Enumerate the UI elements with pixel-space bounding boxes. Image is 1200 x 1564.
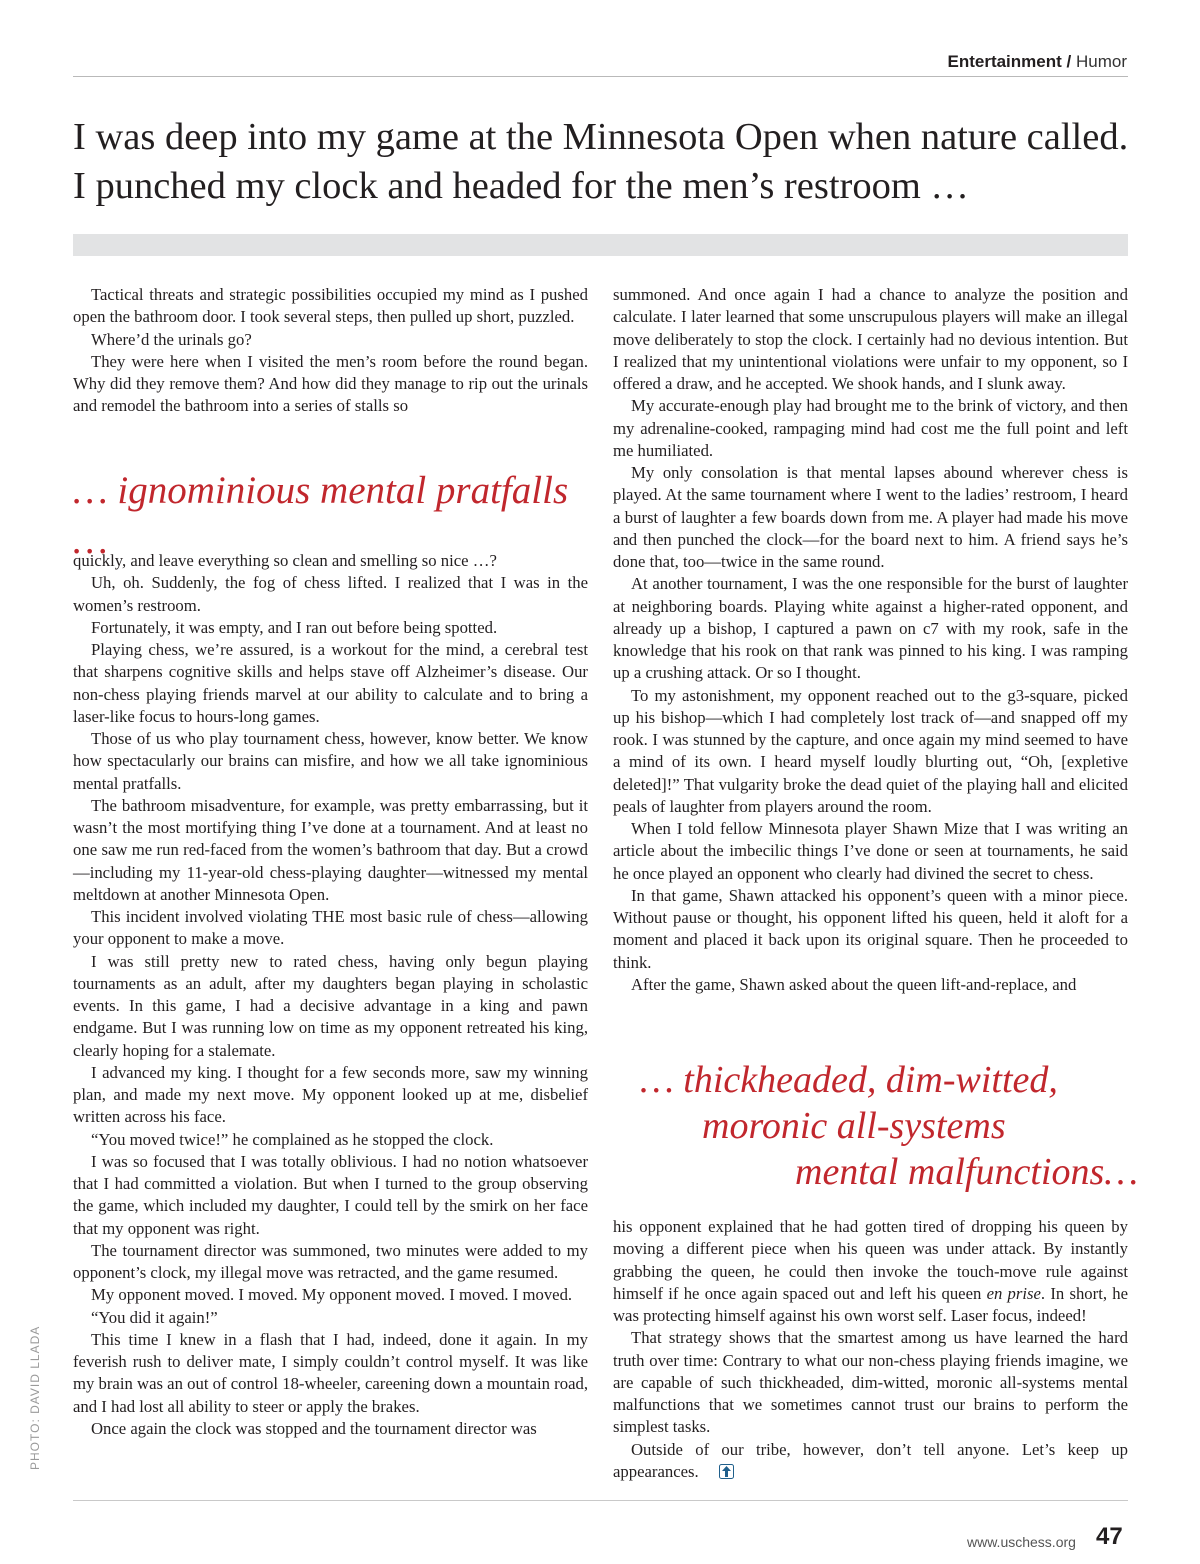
paragraph: To my astonishment, my opponent reached out to the g3-square, picked up his bishop—which I had completely lost track of—and snapped off my rook. I was stunned by the capture, and once again my mind seemed to have a mind of its own. I heard myself loudly blurting out, “Oh, [expletive deleted]!” That vulgarity broke the dead quiet of the playing hall and elicited peals of laughter from players around the room. bbox=[613, 685, 1128, 816]
paragraph: Those of us who play tournament chess, however, know better. We know how spectacularly our brains can misfire, and how we all take ignominious mental pratfalls. bbox=[73, 729, 588, 793]
paragraph: My only consolation is that mental lapses abound wherever chess is played. At the same tournament where I went to the ladies’ restroom, I heard a burst of laughter a few boards down from me. A player had made his move and then punched the clock—for the board next to him. A friend says he’s done that, too—twice in the same round. bbox=[613, 463, 1128, 571]
paragraph-text: Outside of our tribe, however, don’t tell anyone. Let’s keep up appearances. bbox=[613, 1439, 1128, 1481]
paragraph: My accurate-enough play had brought me to the brink of victory, and then my adrenaline-cooked, rampaging mind had cost me the full point and left me humiliated. bbox=[613, 396, 1128, 460]
pull-quote-second-line: … thickheaded, dim-witted, bbox=[640, 1059, 1058, 1101]
headline-band bbox=[73, 234, 1128, 256]
section-subcategory: Humor bbox=[1075, 52, 1127, 71]
paragraph: Playing chess, we’re assured, is a workout for the mind, a cerebral test that sharpens cognitive skills and helps stave off Alzheimer’s disease. Our non-chess playing friends marvel at our ability to calculate and to bring a laser-like focus to hours-long games. bbox=[73, 640, 588, 726]
paragraph: The bathroom misadventure, for example, was pretty embarrassing, but it wasn’t the most mortifying thing I’ve done at a tournament. And at least no one saw me run red-faced from the women’s bathroom that day. But a crowd—including my 11-year-old chess-playing daughter—witnessed my mental meltdown at another Minnesota Open. bbox=[73, 795, 588, 904]
section-label bbox=[947, 52, 1127, 72]
photo-credit: PHOTO: DAVID LLADA bbox=[28, 1325, 42, 1470]
paragraph bbox=[613, 1439, 1128, 1486]
header-rule bbox=[73, 76, 1128, 77]
paragraph: In that game, Shawn attacked his opponent’s queen with a minor piece. Without pause or thought, his opponent lifted his queen, held it aloft for a moment and placed it back upon its original square. Then he proceeded to think. bbox=[613, 885, 1128, 972]
paragraph: That strategy shows that the smartest among us have learned the hard truth over time: Contrary to what our non-chess playing friends imagine, we are capable of such thickheaded, dim-witted, moronic all-systems mental malfunctions that we sometimes cannot trust our brains to perform the simplest tasks. bbox=[613, 1328, 1128, 1437]
paragraph: Where’d the urinals go? bbox=[91, 329, 252, 349]
paragraph: Fortunately, it was empty, and I ran out before being spotted. bbox=[91, 617, 498, 637]
pull-quote-first: … ignominious mental pratfalls … bbox=[73, 469, 569, 562]
headline: I was deep into my game at the Minnesota Open when nature called. I punched my clock and headed for the men’s restroom … bbox=[73, 116, 1129, 207]
footer-url[interactable]: www.uschess.org bbox=[967, 1534, 1076, 1550]
paragraph: After the game, Shawn asked about the queen lift-and-replace, and bbox=[631, 974, 1077, 994]
paragraph: They were here when I visited the men’s room before the round began. Why did they remove them? And how did they manage to rip out the urinals and remodel the bathroom into a series of stalls so bbox=[73, 351, 588, 416]
page-number: 47 bbox=[1096, 1523, 1123, 1550]
paragraph: At another tournament, I was the one responsible for the burst of laughter at neighboring boards. Playing white against a higher-rated opponent, and already up a bishop, I captured a pawn on c7 with my rook, safe in the knowledge that his rook on that rank was pinned to his king. I was ramping up a crushing attack. Or so I thought. bbox=[613, 574, 1128, 683]
paragraph: This time I knew in a flash that I had, indeed, done it again. In my feverish rush to deliver mate, I simply couldn’t control myself. It was like my brain was an out of control 18-wheeler, careening down a mountain road, and I had lost all ability to steer or apply the brakes. bbox=[73, 1329, 588, 1416]
paragraph: Uh, oh. Suddenly, the fog of chess lifted. I realized that I was in the women’s restroom. bbox=[73, 573, 588, 615]
paragraph: Tactical threats and strategic possibilities occupied my mind as I pushed open the bathroom door. I took several steps, then pulled up short, puzzled. bbox=[73, 285, 588, 327]
column-left-top bbox=[73, 284, 588, 418]
paragraph: This incident involved violating THE most basic rule of chess—allowing your opponent to make a move. bbox=[73, 907, 588, 949]
section-separator: / bbox=[1066, 52, 1072, 71]
footer-rule bbox=[73, 1500, 1128, 1501]
paragraph: summoned. And once again I had a chance to analyze the position and calculate. I later learned that some unscrupulous players will make an illegal move deliberately to stop the clock. I certainly had no devious intention. But I realized that my unintentional violations were unfair to my opponent, so I offered a draw, and he accepted. We shook hands, and I slunk away. bbox=[613, 285, 1128, 393]
paragraph: When I told fellow Minnesota player Shawn Mize that I was writing an article about the imbecilic things I’ve done or seen at tournaments, he said he once played an opponent who clearly had divined the secret to chess. bbox=[613, 819, 1128, 883]
paragraph: I was still pretty new to rated chess, having only begun playing tournaments as an adult, after my daughters began playing in scholastic events. In this game, I had a decisive advantage in a king and pawn endgame. But I was running low on time as my opponent retreated his king, clearly hoping for a stalemate. bbox=[73, 951, 588, 1060]
column-right-top bbox=[613, 284, 1128, 996]
paragraph: I was so focused that I was totally oblivious. I had no notion whatsoever that I had committed a violation. But when I turned to the group observing the game, which included my daughter, I could tell by the smirk on her face that my opponent was right. bbox=[73, 1151, 588, 1238]
column-left-bottom bbox=[73, 550, 588, 1440]
column-right-bottom bbox=[613, 1216, 1128, 1485]
paragraph: “You moved twice!” he complained as he stopped the clock. bbox=[91, 1129, 494, 1149]
paragraph: I advanced my king. I thought for a few seconds more, saw my winning plan, and made my next move. My opponent looked up at me, disbelief written across his face. bbox=[73, 1062, 588, 1127]
paragraph bbox=[613, 1216, 1128, 1327]
pull-quote-second-line: mental malfunctions… bbox=[795, 1151, 1139, 1193]
uschess-logo-icon bbox=[701, 1463, 734, 1485]
italic-term: en prise bbox=[986, 1283, 1041, 1303]
pull-quote-second bbox=[640, 1057, 1139, 1195]
paragraph-text: . In short, he was protecting himself against his own worst self. Laser focus, indeed! bbox=[613, 1283, 1128, 1325]
paragraph: Once again the clock was stopped and the tournament director was bbox=[91, 1418, 537, 1438]
paragraph: quickly, and leave everything so clean and smelling so nice …? bbox=[73, 551, 497, 570]
paragraph: “You did it again!” bbox=[91, 1307, 218, 1327]
paragraph: The tournament director was summoned, two minutes were added to my opponent’s clock, my illegal move was retracted, and the game resumed. bbox=[73, 1240, 588, 1282]
pull-quote-second-line: moronic all-systems bbox=[702, 1105, 1006, 1147]
paragraph: My opponent moved. I moved. My opponent moved. I moved. I moved. bbox=[91, 1285, 573, 1305]
section-category: Entertainment bbox=[947, 52, 1062, 71]
paragraph-text: his opponent explained that he had gotten tired of dropping his queen by moving a different piece when his queen was under attack. By instantly grabbing the queen, he could then invoke the touch-move rule against himself if he once again spaced out and left his queen bbox=[613, 1217, 1128, 1303]
